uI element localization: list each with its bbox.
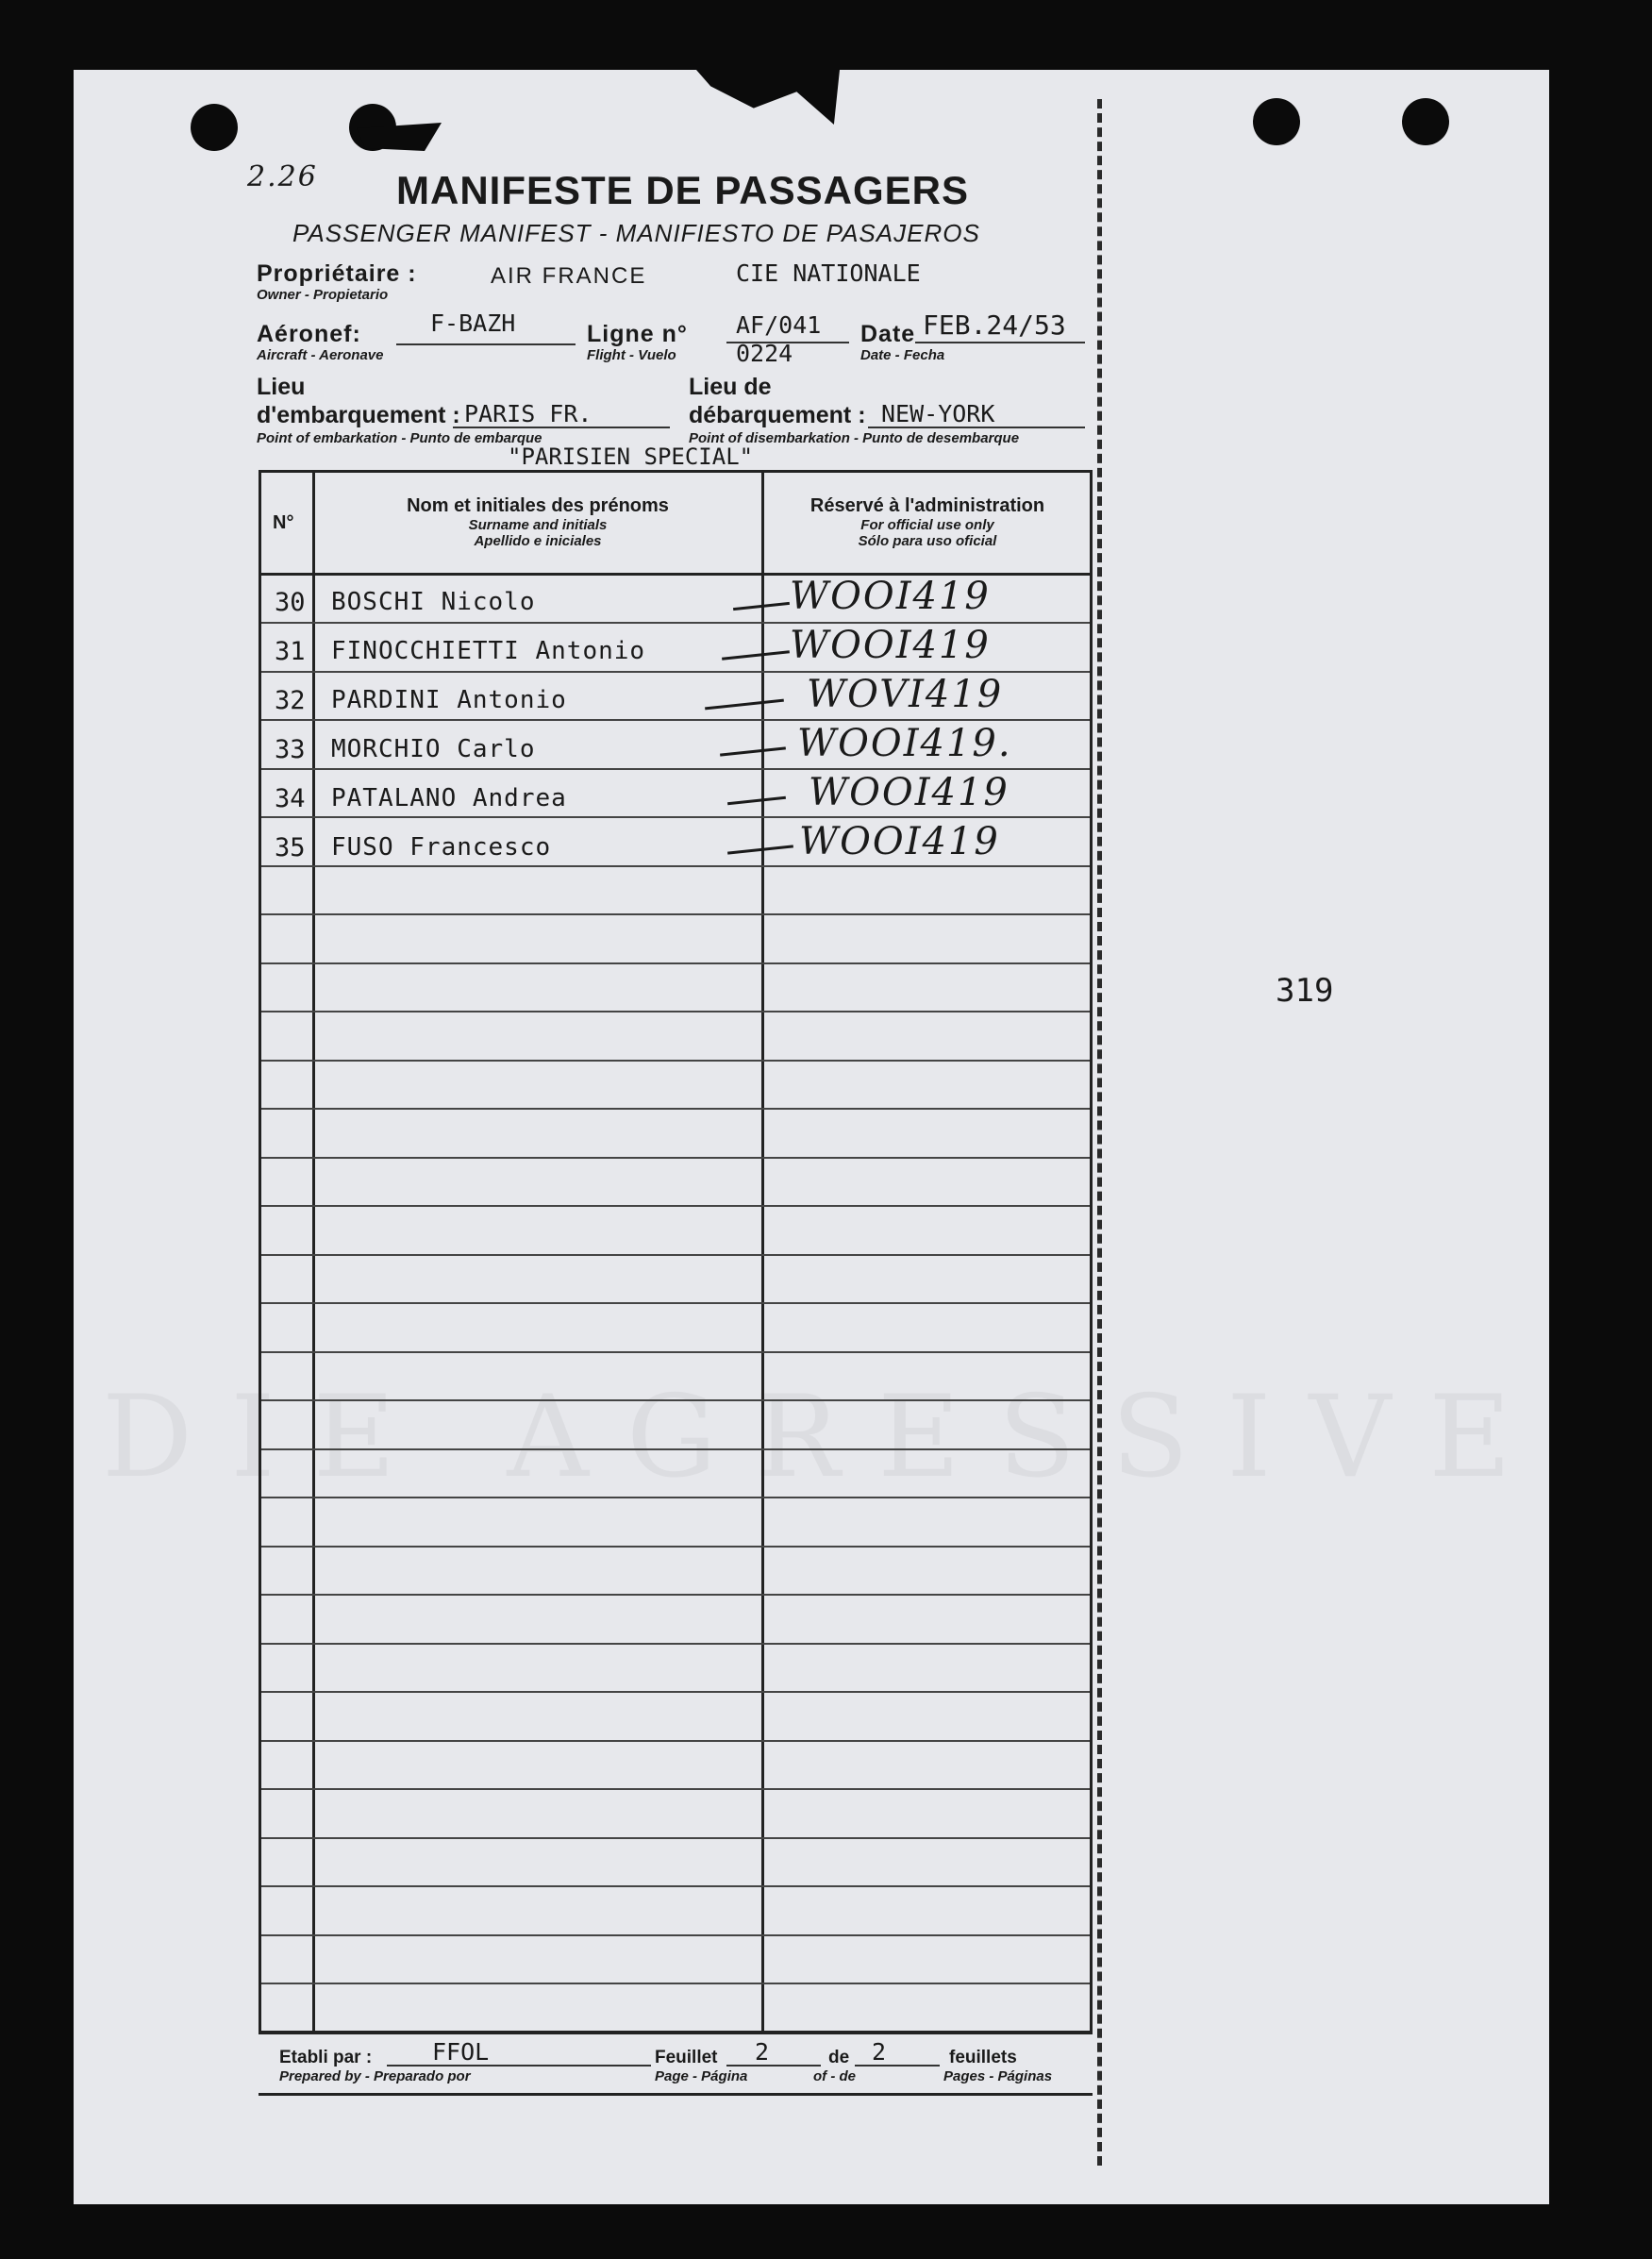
row-rule xyxy=(261,1060,1090,1062)
row-rule xyxy=(261,719,1090,721)
flight-value: AF/041 xyxy=(736,311,822,339)
row-rule xyxy=(261,1546,1090,1548)
column-divider-name xyxy=(761,473,764,2032)
prepared-by-value: FFOL xyxy=(432,2038,490,2066)
row-rule xyxy=(261,962,1090,964)
punch-hole-right-1 xyxy=(1253,98,1300,145)
passenger-name: FINOCCHIETTI Antonio xyxy=(331,637,646,665)
admin-code: WOVI419 xyxy=(807,673,1004,716)
row-rule xyxy=(261,816,1090,818)
of-value: 2 xyxy=(872,2038,887,2066)
flight-underline xyxy=(726,342,849,343)
row-number: 32 xyxy=(275,686,306,715)
column-header-name-es: Apellido e iniciales xyxy=(474,533,602,549)
embarkation-label-2: d'embarquement : xyxy=(257,402,460,428)
column-header-name-fr: Nom et initiales des prénoms xyxy=(407,495,669,516)
prepared-by-sublabel: Prepared by - Preparado por xyxy=(279,2068,471,2084)
column-divider-no xyxy=(312,473,315,2032)
row-rule xyxy=(261,1448,1090,1450)
column-header-admin-es: Sólo para uso oficial xyxy=(858,533,997,549)
of-sublabel: of - de xyxy=(813,2068,856,2084)
passenger-name: FUSO Francesco xyxy=(331,833,552,862)
row-rule xyxy=(261,1108,1090,1110)
flight-value-2: 0224 xyxy=(736,340,793,367)
handwritten-dash xyxy=(720,746,786,756)
row-rule xyxy=(261,1837,1090,1839)
aircraft-sublabel: Aircraft - Aeronave xyxy=(257,347,384,363)
page-title: MANIFESTE DE PASSAGERS xyxy=(396,168,969,212)
row-rule xyxy=(261,1157,1090,1159)
column-header-admin-fr: Réservé à l'administration xyxy=(809,495,1045,516)
disembarkation-value: NEW-YORK xyxy=(881,400,995,427)
row-rule xyxy=(261,913,1090,915)
row-rule xyxy=(261,1740,1090,1742)
punch-hole-left xyxy=(191,104,238,151)
column-header-name xyxy=(314,495,761,549)
row-rule xyxy=(261,1691,1090,1693)
embarkation-underline xyxy=(453,427,670,428)
admin-code: WOOI419 xyxy=(799,820,1000,863)
owner-sublabel: Owner - Propietario xyxy=(257,287,389,303)
row-rule xyxy=(261,768,1090,770)
page-subtitle: PASSENGER MANIFEST - MANIFIESTO DE PASAJEROS xyxy=(292,219,980,247)
of-underline xyxy=(855,2065,940,2067)
torn-edge xyxy=(696,70,840,125)
row-rule xyxy=(261,1254,1090,1256)
row-number: 34 xyxy=(275,784,306,813)
stamp-number: 319 xyxy=(1276,972,1334,1010)
row-rule xyxy=(261,1934,1090,1936)
row-rule xyxy=(261,1302,1090,1304)
handwritten-dash xyxy=(722,650,790,661)
admin-code: WOOI419 xyxy=(790,575,991,618)
admin-code: WOOI419 xyxy=(790,624,991,667)
aircraft-label: Aéronef: xyxy=(257,321,361,347)
owner-printed-value: AIR FRANCE xyxy=(491,263,647,289)
special-note: "PARISIEN SPECIAL" xyxy=(508,443,754,470)
row-rule xyxy=(261,1351,1090,1353)
prepared-by-underline xyxy=(387,2065,651,2067)
row-number: 30 xyxy=(275,588,306,617)
sheet-sublabel: Page - Página xyxy=(655,2068,748,2084)
sheet-underline xyxy=(726,2065,821,2067)
row-number: 35 xyxy=(275,833,306,862)
row-rule xyxy=(261,1983,1090,1984)
column-header-admin xyxy=(765,495,1090,549)
embarkation-sublabel: Point of embarkation - Punto de embarque xyxy=(257,430,542,446)
owner-label: Propriétaire : xyxy=(257,260,417,287)
admin-code: WOOI419 xyxy=(809,771,1010,814)
dashed-separator xyxy=(1097,99,1102,2166)
embarkation-label-1: Lieu xyxy=(257,374,306,400)
flight-sublabel: Flight - Vuelo xyxy=(587,347,676,363)
footer-bottom-line xyxy=(259,2093,1093,2096)
row-rule xyxy=(261,1643,1090,1645)
passenger-name: MORCHIO Carlo xyxy=(331,735,536,763)
passenger-name: PARDINI Antonio xyxy=(331,686,567,714)
row-rule xyxy=(261,1011,1090,1012)
corner-mark: 2.26 xyxy=(247,160,318,193)
handwritten-dash xyxy=(727,796,786,805)
row-rule xyxy=(261,1205,1090,1207)
row-rule xyxy=(261,1497,1090,1498)
handwritten-dash xyxy=(705,699,784,711)
date-value: FEB.24/53 xyxy=(923,310,1066,341)
row-rule xyxy=(261,1885,1090,1887)
column-header-admin-en: For official use only xyxy=(860,517,994,533)
column-header-name-en: Surname and initials xyxy=(468,517,608,533)
punch-hole-right-2 xyxy=(1402,98,1449,145)
aircraft-value: F-BAZH xyxy=(430,310,516,337)
sheet-value: 2 xyxy=(755,2038,770,2066)
row-number: 31 xyxy=(275,637,306,666)
prepared-by-label: Etabli par : xyxy=(279,2048,373,2067)
sheet-label: Feuillet xyxy=(655,2048,718,2067)
admin-code: WOOI419. xyxy=(797,722,1012,765)
footer-top-line xyxy=(259,2031,1093,2033)
handwritten-dash xyxy=(727,845,793,854)
passenger-name: PATALANO Andrea xyxy=(331,784,567,812)
disembarkation-label-1: Lieu de xyxy=(689,374,772,400)
disembarkation-underline xyxy=(868,427,1085,428)
row-number: 33 xyxy=(275,735,306,764)
flight-label: Ligne n° xyxy=(587,321,688,347)
row-rule xyxy=(261,1399,1090,1401)
disembarkation-label-2: débarquement : xyxy=(689,402,866,428)
passenger-table xyxy=(259,470,1093,2034)
row-rule xyxy=(261,1788,1090,1790)
sheets-label: feuillets xyxy=(949,2048,1017,2067)
row-rule xyxy=(261,865,1090,867)
passenger-name: BOSCHI Nicolo xyxy=(331,588,536,616)
aircraft-underline xyxy=(396,343,576,345)
faint-watermark: DIE AGRESSIVE xyxy=(102,1372,1549,1503)
row-rule xyxy=(261,1594,1090,1596)
date-label: Date xyxy=(860,321,916,347)
disembarkation-sublabel: Point of disembarkation - Punto de desembarque xyxy=(689,430,1020,446)
owner-typed-value: CIE NATIONALE xyxy=(736,259,921,287)
sheets-sublabel: Pages - Páginas xyxy=(943,2068,1053,2084)
embarkation-value: PARIS FR. xyxy=(464,400,592,427)
date-underline xyxy=(915,342,1085,343)
column-header-no: N° xyxy=(273,512,294,533)
date-sublabel: Date - Fecha xyxy=(860,347,945,363)
of-label: de xyxy=(828,2048,850,2067)
